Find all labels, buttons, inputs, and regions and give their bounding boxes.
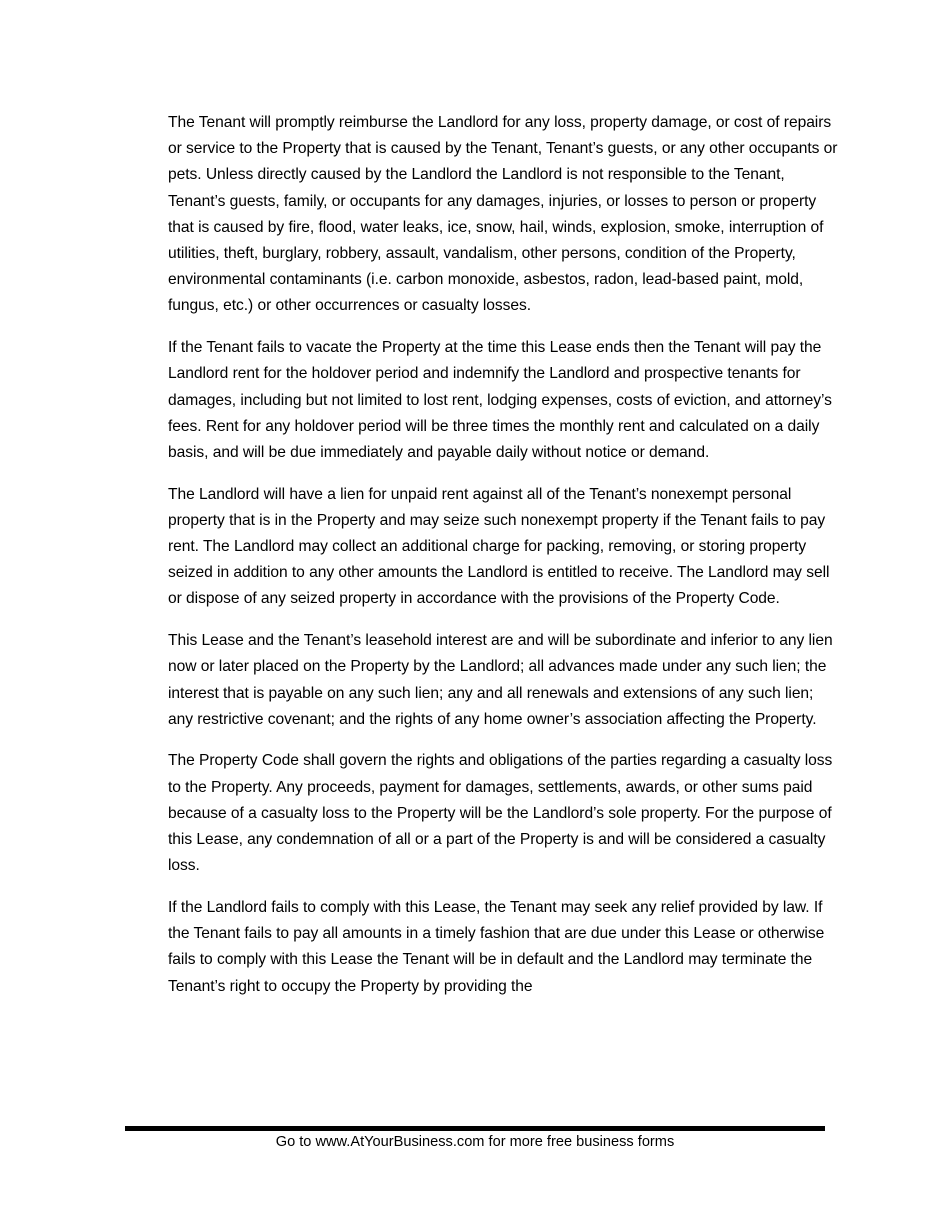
document-body xyxy=(168,110,840,1015)
footer-divider xyxy=(125,1126,825,1131)
paragraph-subordination: This Lease and the Tenant’s leasehold interest are and will be subordinate and inferior to any lien now or later placed on the Property by the Landlord; all advances made under any such lien; the interest that is payable on any such lien; any and all renewals and extensions of any such lien; any restrictive covenant; and the rights of any home owner’s association affecting the Property. xyxy=(168,632,833,728)
paragraph-reimbursement: The Tenant will promptly reimburse the Landlord for any loss, property damage, or cost of repairs or service to the Property that is caused by the Tenant, Tenant’s guests, or any other occupants or pets. Unless directly caused by the Landlord the Landlord is not responsible to the Tenant, Tenant’s guests, family, or occupants for any damages, injuries, or losses to person or property that is caused by fire, flood, water leaks, ice, snow, hail, winds, explosion, smoke, interruption of utilities, theft, burglary, robbery, assault, vandalism, other persons, condition of the Property, environmental contaminants (i.e. carbon monoxide, asbestos, radon, lead-based paint, mold, fungus, etc.) or other occurrences or casualty losses. xyxy=(168,114,838,315)
paragraph-landlord-lien: The Landlord will have a lien for unpaid rent against all of the Tenant’s nonexempt personal property that is in the Property and may seize such nonexempt property if the Tenant fails to pay rent. The Landlord may collect an additional charge for packing, removing, or storing property seized in addition to any other amounts the Landlord is entitled to receive. The Landlord may sell or dispose of any seized property in accordance with the provisions of the Property Code. xyxy=(168,485,830,608)
paragraph-holdover: If the Tenant fails to vacate the Property at the time this Lease ends then the Tenant will pay the Landlord rent for the holdover period and indemnify the Landlord and prospective tenants for damages, including but not limited to lost rent, lodging expenses, costs of eviction, and attorney’s fees. Rent for any holdover period will be three times the monthly rent and calculated on a daily basis, and will be due immediately and payable daily without notice or demand. xyxy=(168,339,832,461)
footer-link-text: Go to www.AtYourBusiness.com for more free business forms xyxy=(275,1134,675,1150)
paragraph-default: If the Landlord fails to comply with this Lease, the Tenant may seek any relief provided by law. If the Tenant fails to pay all amounts in a timely fashion that are due under this Lease or otherwise fails to comply with this Lease the Tenant will be in default and the Landlord may terminate the Tenant’s right to occupy the Property by providing the xyxy=(168,898,825,995)
paragraph-casualty-loss: The Property Code shall govern the rights and obligations of the parties regarding a casualty loss to the Property. Any proceeds, payment for damages, settlements, awards, or other sums paid because of a casualty loss to the Property will be the Landlord’s sole property. For the purpose of this Lease, any condemnation of all or a part of the Property is and will be considered a casualty loss. xyxy=(168,752,833,875)
